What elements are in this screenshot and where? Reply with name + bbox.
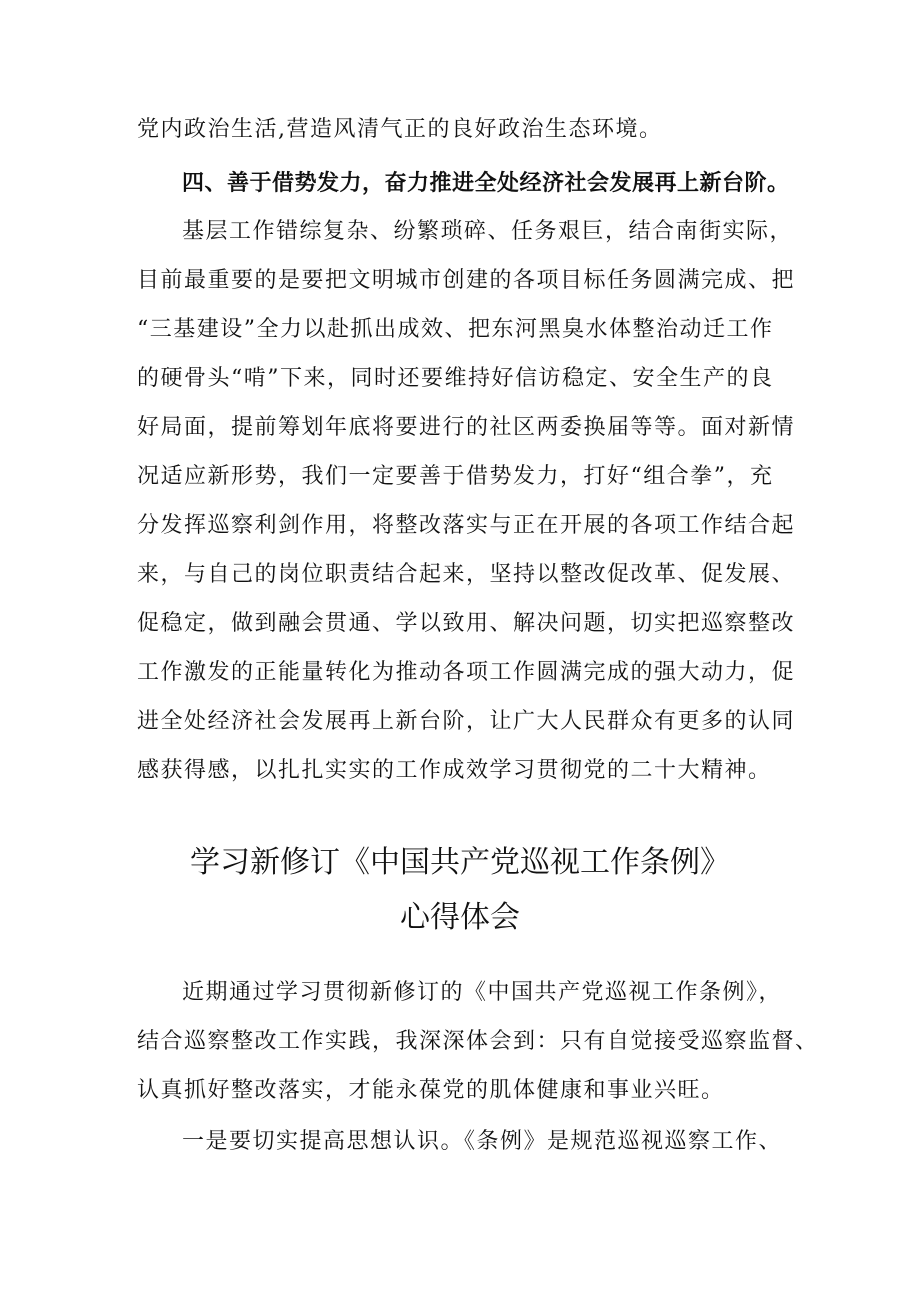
paragraph-line: 进全处经济社会发展再上新台阶，让广大人民群众有更多的认同 [137, 709, 796, 734]
paragraph-line: 分发挥巡察利剑作用，将整改落实与正在开展的各项工作结合起 [137, 513, 796, 538]
article-title-line2: 心得体会 [400, 900, 520, 935]
paragraph-line: 的硬骨头“啃”下来，同时还要维持好信访稳定、安全生产的良 [137, 366, 774, 391]
intro-line: 结合巡察整改工作实践，我深深体会到：只有自觉接受巡察监督、 [137, 1029, 819, 1054]
intro-line: 近期通过学习贯彻新修订的《中国共产党巡视工作条例》， [182, 980, 783, 1005]
paragraph-tail: 党内政治生活,营造风清气正的良好政治生态环境。 [137, 117, 663, 142]
point-one-line: 一是要切实提高思想认识。《条例》是规范巡视巡察工作、 [182, 1129, 783, 1154]
intro-line: 认真抓好整改落实，才能永葆党的肌体健康和事业兴旺。 [137, 1078, 725, 1103]
paragraph-line: 来，与自己的岗位职责结合起来，坚持以整改促改革、促发展、 [137, 562, 796, 587]
paragraph-line: 感获得感，以扎扎实实的工作成效学习贯彻党的二十大精神。 [137, 758, 772, 783]
paragraph-line: 促稳定，做到融会贯通、学以致用、解决问题，切实把巡察整改 [137, 611, 796, 636]
paragraph-line: 况适应新形势，我们一定要善于借势发力，打好“组合拳”，充 [137, 464, 774, 489]
paragraph-line: 基层工作错综复杂、纷繁琐碎、任务艰巨，结合南街实际， [182, 219, 794, 244]
paragraph-line: 目前最重要的是要把文明城市创建的各项目标任务圆满完成、把 [137, 268, 796, 293]
paragraph-line: 好局面，提前筹划年底将要进行的社区两委换届等等。面对新情 [137, 415, 796, 440]
section-heading: 四、善于借势发力，奋力推进全处经济社会发展再上新台阶。 [182, 171, 790, 196]
article-title: 学习新修订《中国共产党巡视工作条例》 [190, 845, 730, 880]
paragraph-line: “三基建设”全力以赴抓出成效、把东河黑臭水体整治动迁工作 [137, 317, 774, 342]
paragraph-line: 工作激发的正能量转化为推动各项工作圆满完成的强大动力，促 [137, 660, 796, 685]
